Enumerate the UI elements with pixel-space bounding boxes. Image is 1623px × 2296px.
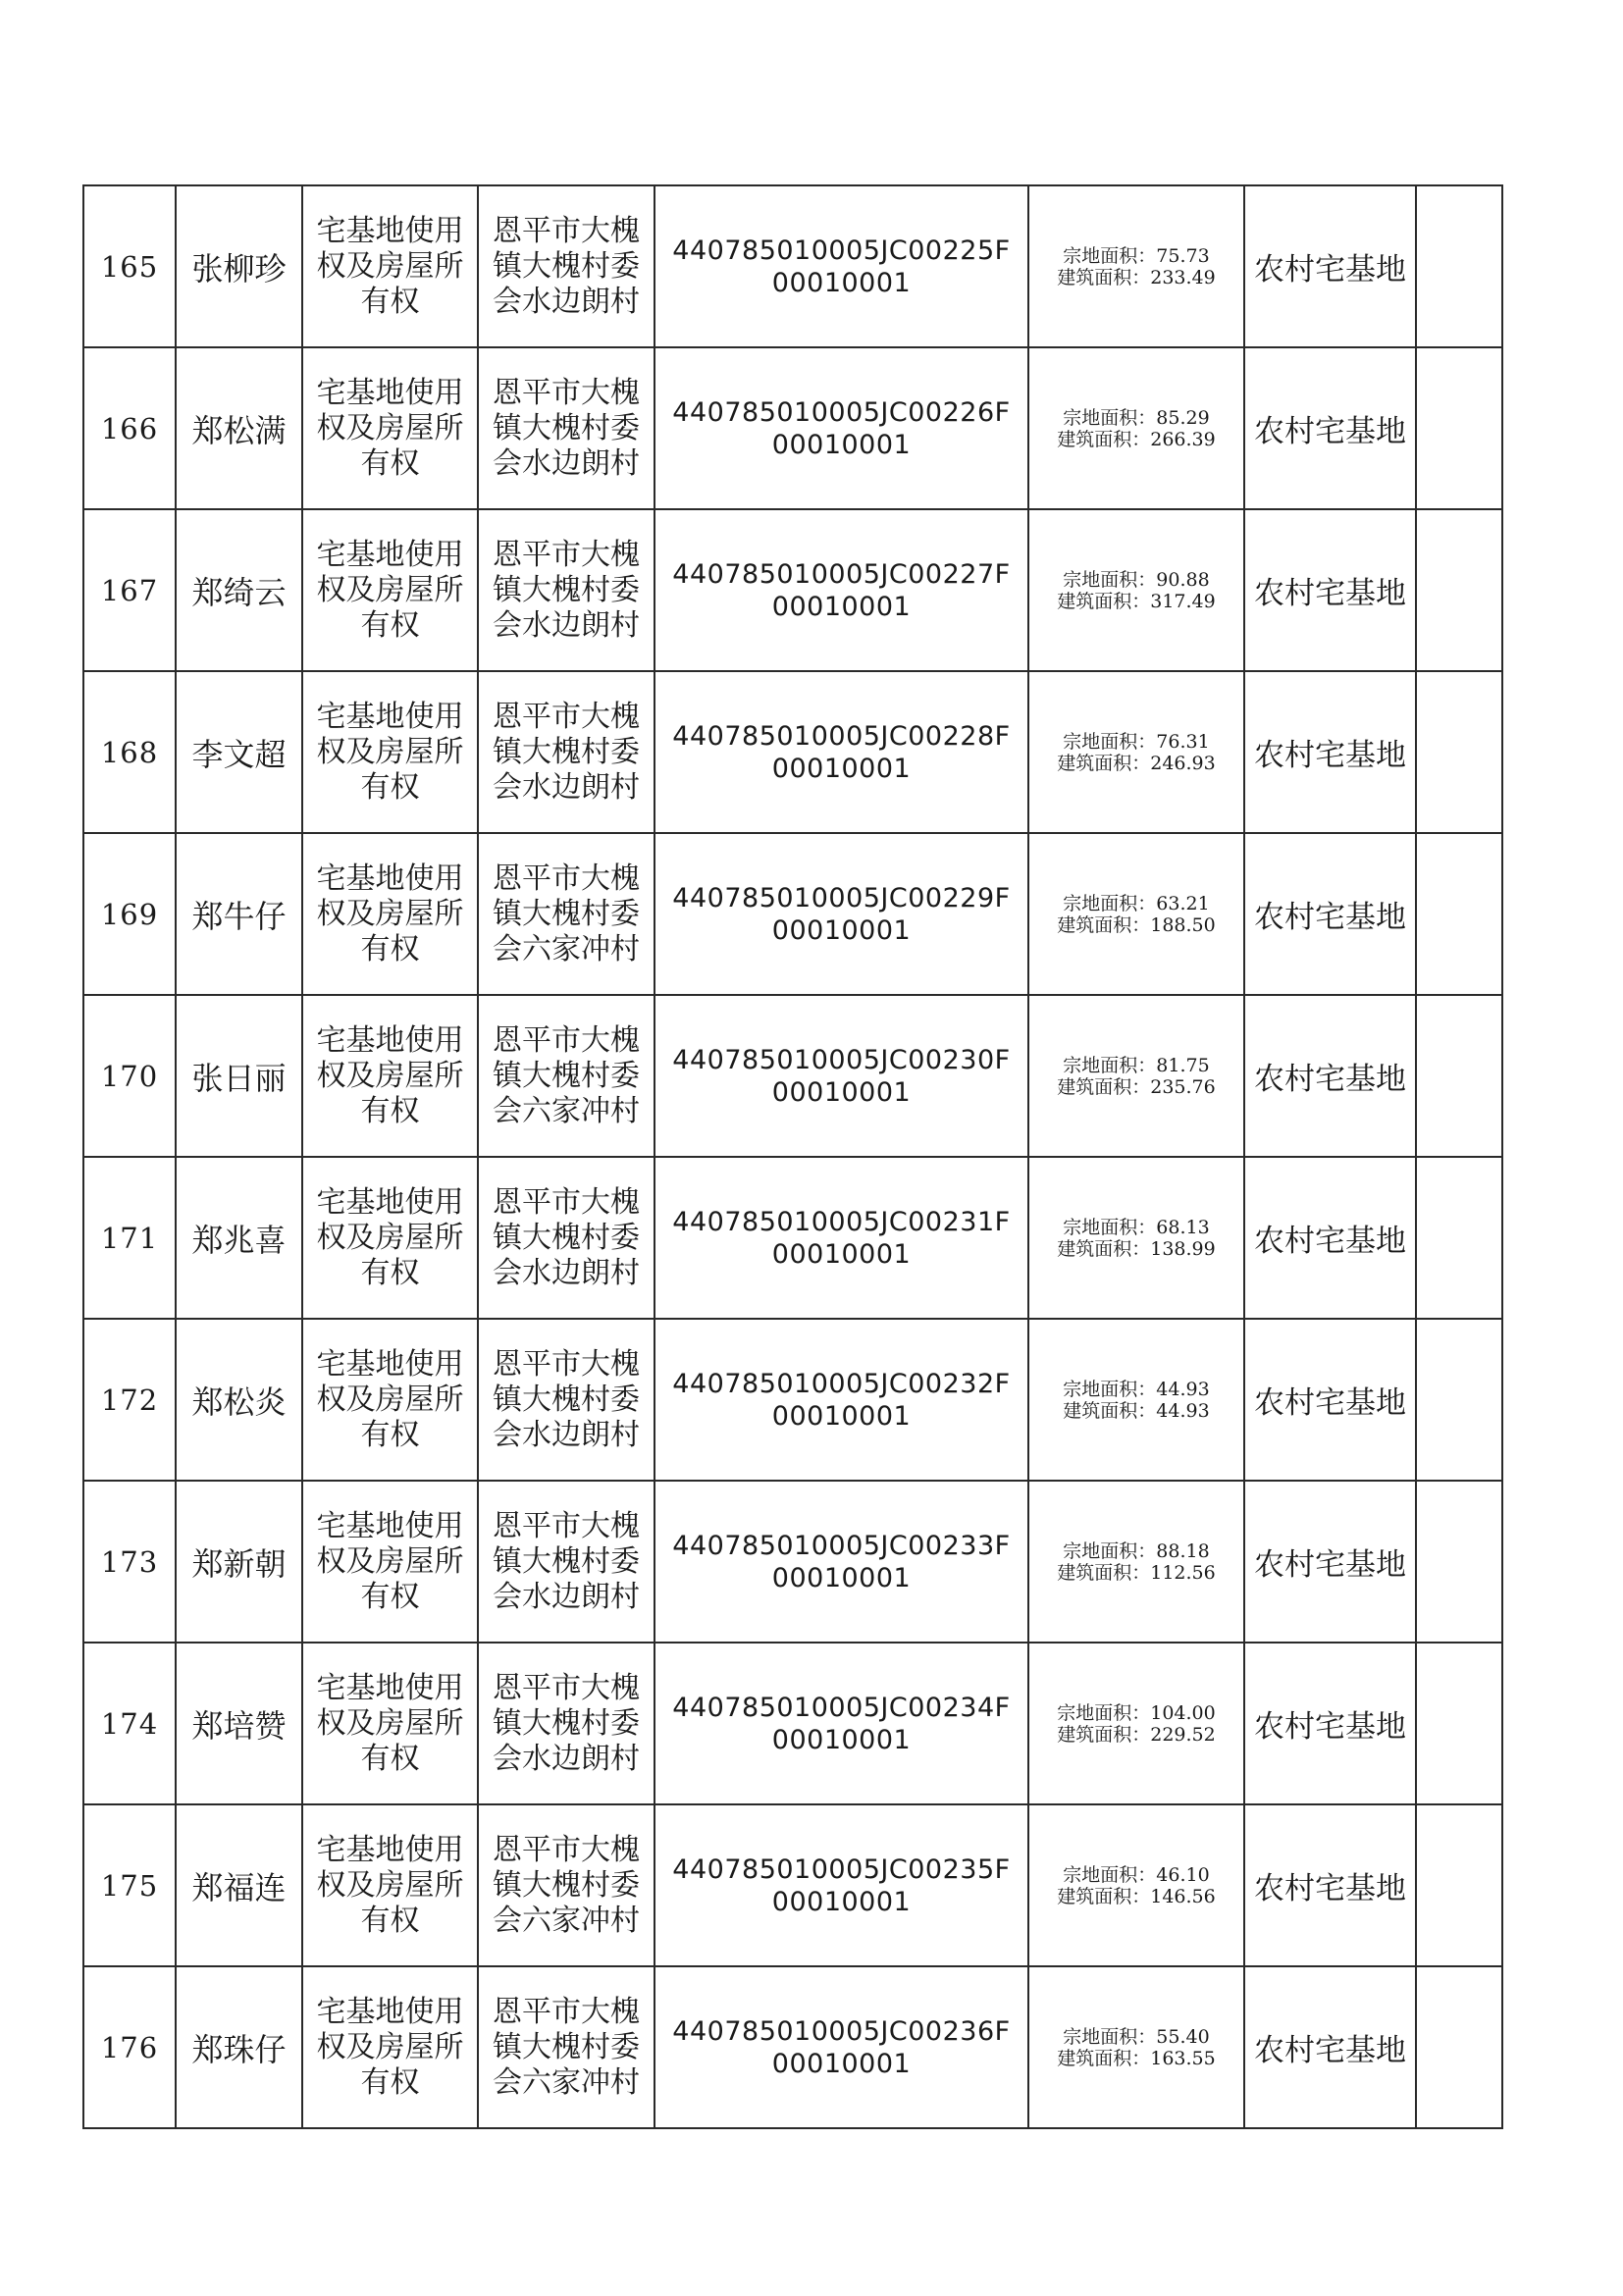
land-area: 宗地面积：68.13 — [1063, 1216, 1210, 1238]
property-location: 恩平市大槐镇大槐村委会水边朗村 — [478, 1481, 654, 1643]
property-location: 恩平市大槐镇大槐村委会六家冲村 — [478, 1804, 654, 1966]
area-info — [1028, 1804, 1244, 1966]
table-body — [83, 185, 1502, 2128]
land-use: 农村宅基地 — [1244, 347, 1416, 509]
unit-code: 440785010005JC00235F00010001 — [654, 1804, 1028, 1966]
building-area: 建筑面积：188.50 — [1057, 913, 1216, 936]
land-area: 宗地面积：44.93 — [1063, 1378, 1210, 1400]
land-area: 宗地面积：46.10 — [1063, 1863, 1210, 1886]
land-use: 农村宅基地 — [1244, 671, 1416, 833]
right-type: 宅基地使用权及房屋所有权 — [302, 1966, 478, 2128]
land-area: 宗地面积：63.21 — [1063, 892, 1210, 914]
row-number: 172 — [83, 1319, 176, 1481]
owner-name: 郑绮云 — [176, 509, 302, 671]
land-use: 农村宅基地 — [1244, 1157, 1416, 1319]
remarks — [1416, 833, 1502, 995]
building-area: 建筑面积：317.49 — [1057, 590, 1216, 612]
owner-name: 张柳珍 — [176, 185, 302, 347]
table-row — [83, 1804, 1502, 1966]
owner-name: 郑兆喜 — [176, 1157, 302, 1319]
right-type: 宅基地使用权及房屋所有权 — [302, 671, 478, 833]
land-use: 农村宅基地 — [1244, 509, 1416, 671]
table-row — [83, 509, 1502, 671]
right-type: 宅基地使用权及房屋所有权 — [302, 995, 478, 1157]
remarks — [1416, 1481, 1502, 1643]
row-number: 171 — [83, 1157, 176, 1319]
row-number: 176 — [83, 1966, 176, 2128]
area-info — [1028, 995, 1244, 1157]
remarks — [1416, 347, 1502, 509]
building-area: 建筑面积：229.52 — [1057, 1723, 1216, 1746]
remarks — [1416, 1643, 1502, 1804]
remarks — [1416, 185, 1502, 347]
row-number: 175 — [83, 1804, 176, 1966]
right-type: 宅基地使用权及房屋所有权 — [302, 509, 478, 671]
unit-code: 440785010005JC00230F00010001 — [654, 995, 1028, 1157]
area-info — [1028, 1319, 1244, 1481]
row-number: 169 — [83, 833, 176, 995]
registration-table — [82, 184, 1503, 2129]
building-area: 建筑面积：246.93 — [1057, 752, 1216, 774]
area-info — [1028, 347, 1244, 509]
building-area: 建筑面积：44.93 — [1063, 1399, 1210, 1422]
remarks — [1416, 509, 1502, 671]
building-area: 建筑面积：233.49 — [1057, 266, 1216, 288]
land-use: 农村宅基地 — [1244, 1643, 1416, 1804]
right-type: 宅基地使用权及房屋所有权 — [302, 833, 478, 995]
table-row — [83, 1966, 1502, 2128]
remarks — [1416, 995, 1502, 1157]
land-area: 宗地面积：104.00 — [1057, 1701, 1216, 1724]
building-area: 建筑面积：146.56 — [1057, 1885, 1216, 1907]
land-use: 农村宅基地 — [1244, 1966, 1416, 2128]
table-row — [83, 1319, 1502, 1481]
unit-code: 440785010005JC00227F00010001 — [654, 509, 1028, 671]
land-area: 宗地面积：76.31 — [1063, 730, 1210, 753]
area-info — [1028, 1481, 1244, 1643]
right-type: 宅基地使用权及房屋所有权 — [302, 1319, 478, 1481]
row-number: 174 — [83, 1643, 176, 1804]
land-area: 宗地面积：81.75 — [1063, 1054, 1210, 1076]
right-type: 宅基地使用权及房屋所有权 — [302, 347, 478, 509]
land-area: 宗地面积：75.73 — [1063, 244, 1210, 267]
row-number: 173 — [83, 1481, 176, 1643]
area-info — [1028, 1643, 1244, 1804]
land-area: 宗地面积：88.18 — [1063, 1539, 1210, 1562]
table-row — [83, 1157, 1502, 1319]
property-location: 恩平市大槐镇大槐村委会水边朗村 — [478, 185, 654, 347]
land-use: 农村宅基地 — [1244, 1319, 1416, 1481]
building-area: 建筑面积：235.76 — [1057, 1075, 1216, 1098]
property-location: 恩平市大槐镇大槐村委会六家冲村 — [478, 995, 654, 1157]
land-area: 宗地面积：55.40 — [1063, 2025, 1210, 2048]
table-row — [83, 1481, 1502, 1643]
building-area: 建筑面积：266.39 — [1057, 428, 1216, 450]
property-location: 恩平市大槐镇大槐村委会六家冲村 — [478, 1966, 654, 2128]
table-row — [83, 833, 1502, 995]
owner-name: 郑珠仔 — [176, 1966, 302, 2128]
table-row — [83, 671, 1502, 833]
building-area: 建筑面积：112.56 — [1057, 1561, 1216, 1584]
owner-name: 郑福连 — [176, 1804, 302, 1966]
remarks — [1416, 671, 1502, 833]
unit-code: 440785010005JC00228F00010001 — [654, 671, 1028, 833]
right-type: 宅基地使用权及房屋所有权 — [302, 1157, 478, 1319]
right-type: 宅基地使用权及房屋所有权 — [302, 1643, 478, 1804]
row-number: 168 — [83, 671, 176, 833]
table-row — [83, 347, 1502, 509]
property-location: 恩平市大槐镇大槐村委会水边朗村 — [478, 1643, 654, 1804]
table-row — [83, 185, 1502, 347]
owner-name: 张日丽 — [176, 995, 302, 1157]
land-use: 农村宅基地 — [1244, 833, 1416, 995]
remarks — [1416, 1157, 1502, 1319]
row-number: 167 — [83, 509, 176, 671]
area-info — [1028, 671, 1244, 833]
right-type: 宅基地使用权及房屋所有权 — [302, 185, 478, 347]
property-location: 恩平市大槐镇大槐村委会水边朗村 — [478, 347, 654, 509]
area-info — [1028, 185, 1244, 347]
unit-code: 440785010005JC00236F00010001 — [654, 1966, 1028, 2128]
owner-name: 郑培赞 — [176, 1643, 302, 1804]
table-row — [83, 1643, 1502, 1804]
row-number: 165 — [83, 185, 176, 347]
unit-code: 440785010005JC00225F00010001 — [654, 185, 1028, 347]
unit-code: 440785010005JC00233F00010001 — [654, 1481, 1028, 1643]
unit-code: 440785010005JC00226F00010001 — [654, 347, 1028, 509]
land-area: 宗地面积：85.29 — [1063, 406, 1210, 429]
land-use: 农村宅基地 — [1244, 1481, 1416, 1643]
owner-name: 李文超 — [176, 671, 302, 833]
land-area: 宗地面积：90.88 — [1063, 568, 1210, 591]
unit-code: 440785010005JC00231F00010001 — [654, 1157, 1028, 1319]
building-area: 建筑面积：163.55 — [1057, 2047, 1216, 2069]
owner-name: 郑松炎 — [176, 1319, 302, 1481]
land-use: 农村宅基地 — [1244, 185, 1416, 347]
owner-name: 郑牛仔 — [176, 833, 302, 995]
land-use: 农村宅基地 — [1244, 1804, 1416, 1966]
land-use: 农村宅基地 — [1244, 995, 1416, 1157]
property-location: 恩平市大槐镇大槐村委会水边朗村 — [478, 1157, 654, 1319]
property-location: 恩平市大槐镇大槐村委会水边朗村 — [478, 671, 654, 833]
unit-code: 440785010005JC00229F00010001 — [654, 833, 1028, 995]
table-row — [83, 995, 1502, 1157]
row-number: 170 — [83, 995, 176, 1157]
building-area: 建筑面积：138.99 — [1057, 1237, 1216, 1260]
property-location: 恩平市大槐镇大槐村委会水边朗村 — [478, 1319, 654, 1481]
unit-code: 440785010005JC00232F00010001 — [654, 1319, 1028, 1481]
area-info — [1028, 833, 1244, 995]
area-info — [1028, 509, 1244, 671]
area-info — [1028, 1157, 1244, 1319]
remarks — [1416, 1319, 1502, 1481]
remarks — [1416, 1966, 1502, 2128]
property-location: 恩平市大槐镇大槐村委会六家冲村 — [478, 833, 654, 995]
owner-name: 郑新朝 — [176, 1481, 302, 1643]
area-info — [1028, 1966, 1244, 2128]
owner-name: 郑松满 — [176, 347, 302, 509]
remarks — [1416, 1804, 1502, 1966]
property-location: 恩平市大槐镇大槐村委会水边朗村 — [478, 509, 654, 671]
unit-code: 440785010005JC00234F00010001 — [654, 1643, 1028, 1804]
right-type: 宅基地使用权及房屋所有权 — [302, 1481, 478, 1643]
row-number: 166 — [83, 347, 176, 509]
right-type: 宅基地使用权及房屋所有权 — [302, 1804, 478, 1966]
